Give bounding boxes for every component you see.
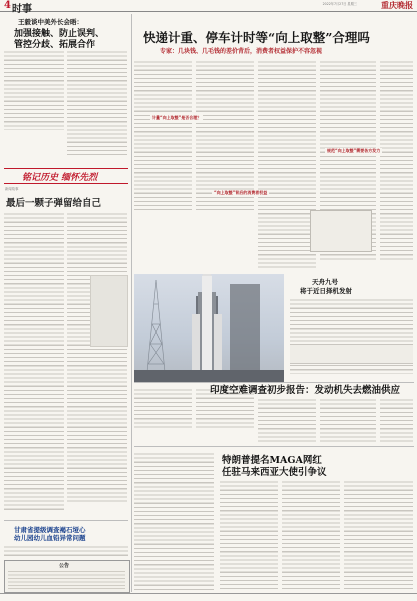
column-banner-title: 铭记历史 缅怀先烈 — [22, 173, 98, 183]
martyr-kicker: 新闻故事 — [5, 187, 19, 191]
main-subheadline: 专家：几块钱、几毛钱的差价背后，消费者权益保护不容忽视 — [160, 48, 323, 55]
martyr-side-photo — [90, 275, 128, 347]
trump-headline-line1: 特朗普提名MAGA网红 — [222, 455, 322, 466]
column-rule — [131, 14, 132, 592]
martyr-headline: 最后一颗子弹留给自己 — [6, 198, 102, 209]
section-name: 时事 — [12, 4, 32, 15]
india-body-col1 — [258, 398, 316, 442]
wangyi-kicker: 王毅谈中美外长会晤： — [18, 18, 83, 26]
main-subhead-a: 计量“向上取整”是否合理？ — [152, 115, 202, 120]
martyr-body-col1 — [4, 212, 64, 512]
tianzhou-quote-box — [290, 344, 413, 364]
main-headline: 快递计重、停车计时等“向上取整”合理吗 — [143, 30, 370, 45]
tianzhou-headline-line2: 将于近日择机发射 — [300, 287, 352, 295]
notice-box — [4, 560, 130, 593]
main-inline-photo — [310, 210, 372, 252]
india-body-col2 — [320, 398, 376, 442]
wangyi-headline-line2: 管控分歧、拓展合作 — [14, 40, 96, 50]
main-subhead-b: “向上取整”背后的消费者权益 — [214, 190, 268, 195]
wangyi-body-col1 — [4, 50, 64, 130]
main-body-col3 — [258, 60, 316, 270]
tianzhou-headline-line1: 天舟九号 — [312, 278, 338, 286]
column-banner — [4, 168, 128, 184]
india-body-col3 — [380, 398, 413, 442]
rocket-launch-photo — [134, 274, 284, 382]
notice-body — [8, 570, 125, 590]
wangyi-headline-line1: 加强接触、防止误判、 — [14, 29, 105, 39]
trump-body-col1 — [134, 452, 214, 590]
rocket-caption-col1 — [134, 388, 192, 428]
trump-body-col4 — [344, 480, 413, 590]
paper-name: 重庆晚报 — [381, 0, 413, 10]
divider — [4, 520, 128, 521]
martyr-body-col2 — [67, 212, 127, 502]
main-body-col1 — [134, 60, 192, 210]
wangyi-body-col2 — [67, 50, 127, 158]
trump-body-col3 — [282, 480, 340, 590]
main-subhead-c: 规范“向上取整”需要各方发力 — [327, 148, 381, 153]
main-body-col2 — [196, 60, 254, 210]
notice-title: 公告 — [59, 563, 70, 569]
gansu-headline-line2: 幼儿园幼儿血铅异常问题 — [14, 534, 86, 542]
gansu-headline-line1: 甘肃省提级调查褐石垭心 — [14, 526, 86, 534]
gansu-body — [4, 545, 128, 557]
trump-headline-line2: 任驻马来西亚大使引争议 — [222, 467, 327, 478]
main-body-col5 — [380, 60, 413, 260]
date-line: 2022年7月27日 星期三 — [322, 2, 357, 6]
india-headline: 印度空难调查初步报告：发动机失去燃油供应 — [210, 385, 401, 396]
trump-body-col2 — [220, 480, 278, 590]
divider — [134, 446, 414, 447]
section-number: 4 — [4, 0, 11, 11]
rocket-tower-illustration — [134, 274, 284, 382]
